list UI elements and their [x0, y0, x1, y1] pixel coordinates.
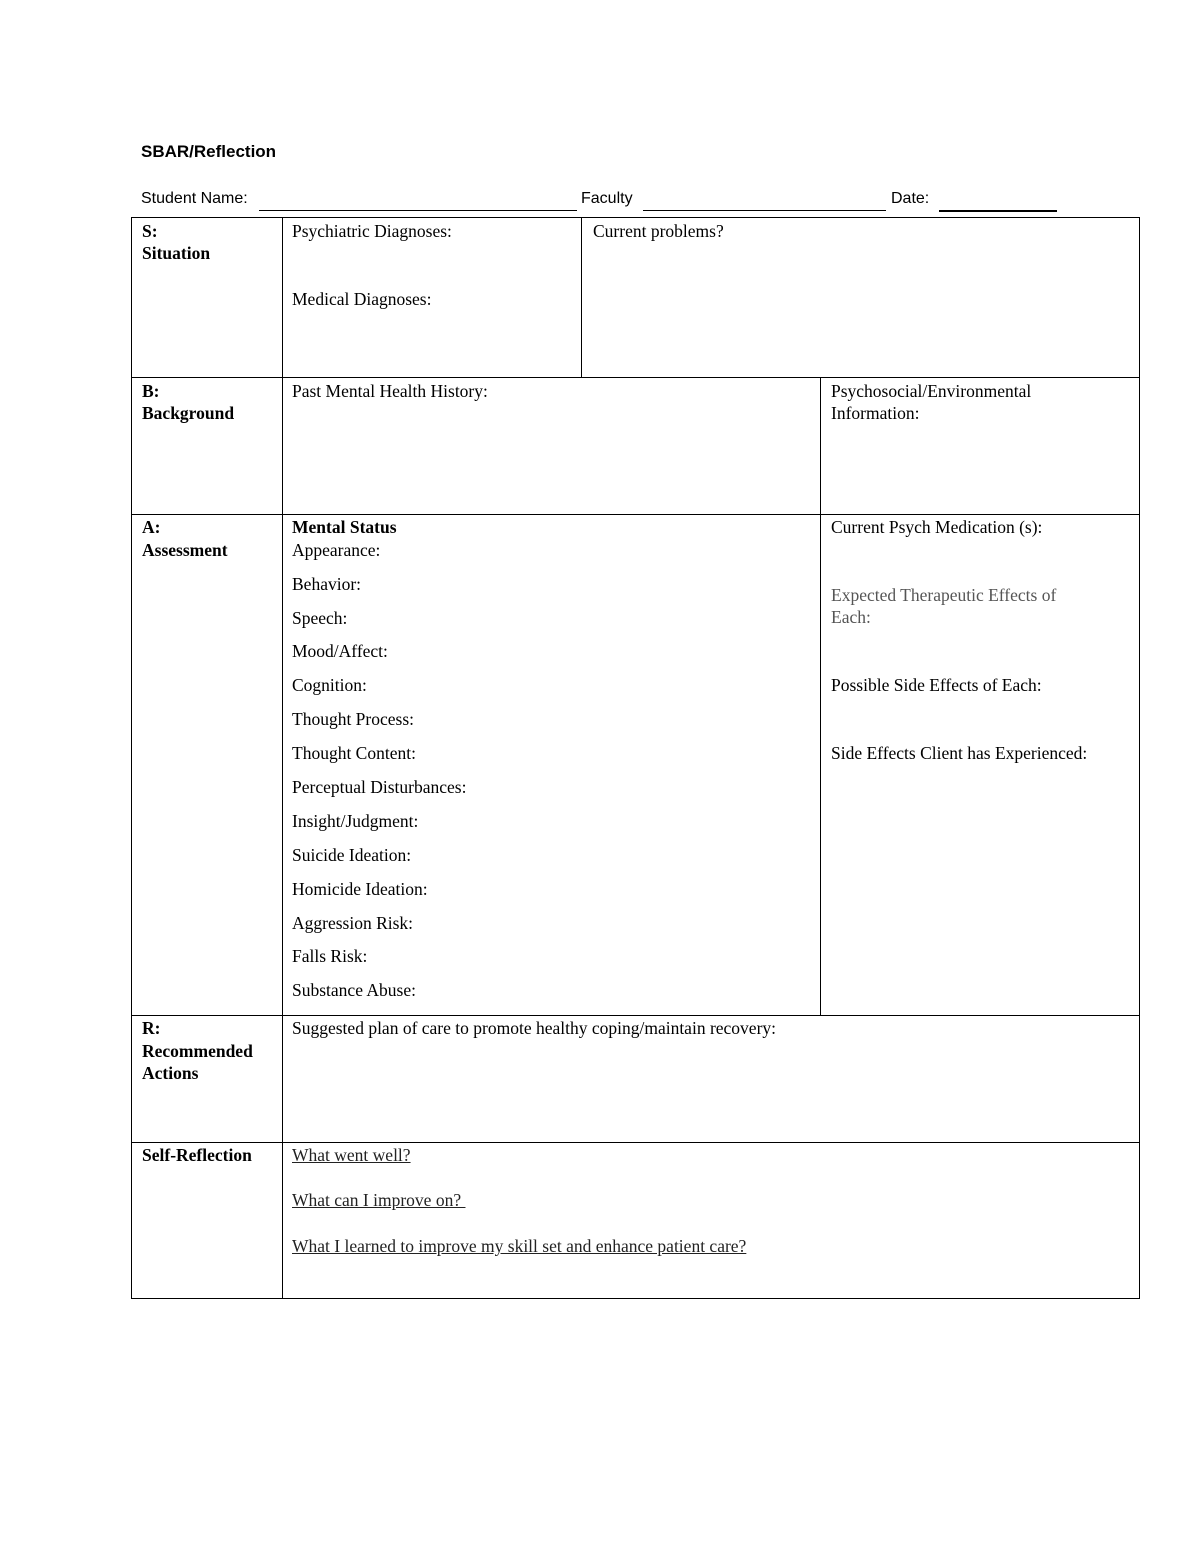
mental-status-item[interactable]: Mood/Affect: [292, 641, 388, 661]
assessment-letter: A: [142, 517, 161, 537]
sbar-table [131, 217, 1140, 1299]
medical-diagnoses-field[interactable]: Medical Diagnoses: [292, 289, 432, 309]
reflection-question-improve[interactable]: What can I improve on? [292, 1190, 466, 1210]
mental-status-heading: Mental Status [292, 517, 397, 537]
experienced-side-effects-field[interactable]: Side Effects Client has Experienced: [831, 743, 1088, 763]
mental-status-item[interactable]: Insight/Judgment: [292, 811, 419, 831]
expected-effects-field-line2: Each: [831, 607, 871, 627]
current-psych-medication-field[interactable]: Current Psych Medication (s): [831, 517, 1043, 537]
mental-status-item[interactable]: Perceptual Disturbances: [292, 777, 467, 797]
situation-label: Situation [142, 243, 211, 263]
document-title: SBAR/Reflection [141, 142, 277, 161]
header-fields [141, 190, 1061, 214]
background-label: Background [142, 403, 235, 423]
date-field[interactable] [939, 210, 1057, 212]
mental-status-item[interactable]: Cognition: [292, 675, 367, 695]
ba-column-divider [820, 377, 821, 1016]
psychiatric-diagnoses-field[interactable]: Psychiatric Diagnoses: [292, 221, 452, 241]
mental-status-item[interactable]: Falls Risk: [292, 946, 368, 966]
label-column-divider [282, 217, 283, 1299]
mental-status-item[interactable]: Suicide Ideation: [292, 845, 412, 865]
reflection-question-learned[interactable]: What I learned to improve my skill set and enhance patient care? [292, 1236, 747, 1256]
psychosocial-info-field-line2: Information: [831, 403, 920, 423]
past-mental-health-history-field[interactable]: Past Mental Health History: [292, 381, 488, 401]
mental-status-item[interactable]: Homicide Ideation: [292, 879, 428, 899]
background-letter: B: [142, 381, 160, 401]
situation-column-divider [581, 217, 582, 378]
mental-status-item[interactable]: Speech: [292, 608, 348, 628]
date-label: Date: [891, 190, 930, 207]
student-name-field[interactable] [259, 210, 577, 211]
situation-letter: S: [142, 221, 158, 241]
self-reflection-label: Self-Reflection [142, 1145, 252, 1165]
mental-status-item[interactable]: Behavior: [292, 574, 362, 594]
student-name-label: Student Name: [141, 190, 248, 207]
possible-side-effects-field[interactable]: Possible Side Effects of Each: [831, 675, 1042, 695]
expected-effects-field[interactable]: Expected Therapeutic Effects of [831, 585, 1057, 605]
reflection-question-went-well[interactable]: What went well? [292, 1145, 411, 1165]
recommended-letter: R: [142, 1018, 161, 1038]
table-border-left [131, 217, 132, 1299]
mental-status-item[interactable]: Thought Content: [292, 743, 416, 763]
mental-status-item[interactable]: Aggression Risk: [292, 913, 414, 933]
mental-status-item[interactable]: Thought Process: [292, 709, 415, 729]
faculty-label: Faculty [581, 190, 633, 207]
mental-status-item[interactable]: Substance Abuse: [292, 980, 416, 1000]
faculty-field[interactable] [643, 210, 886, 211]
recommended-label: Recommended [142, 1041, 253, 1061]
psychosocial-info-field[interactable]: Psychosocial/Environmental [831, 381, 1032, 401]
assessment-label: Assessment [142, 540, 228, 560]
table-border-right [1139, 217, 1140, 1299]
mental-status-item[interactable]: Appearance: [292, 540, 381, 560]
current-problems-field[interactable]: Current problems? [593, 221, 724, 241]
plan-of-care-field[interactable]: Suggested plan of care to promote healthy coping/maintain recovery: [292, 1018, 777, 1038]
recommended-label-line2: Actions [142, 1063, 199, 1083]
